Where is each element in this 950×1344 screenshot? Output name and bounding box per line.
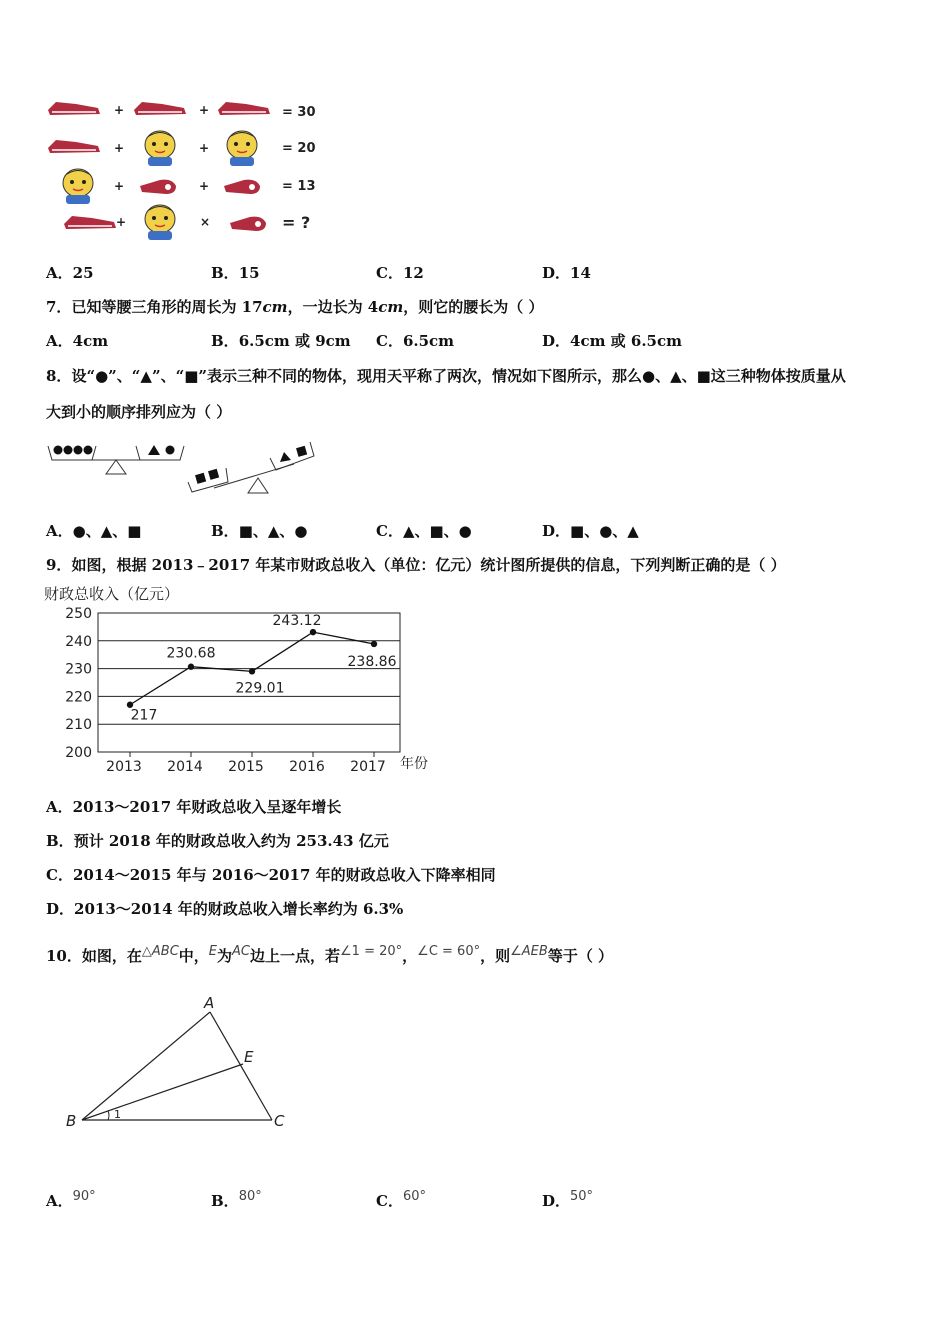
vertex-label-a: A	[204, 994, 215, 1012]
q10-stem: 10．如图，在△ABC中，E为AC边上一点，若∠1 = 20°，∠C = 60°，则∠AEB等于（ ）	[46, 944, 614, 965]
equation-puzzle	[44, 92, 344, 242]
vertex-label-e: E	[244, 1048, 254, 1066]
q10-option-a[interactable]: A．90°	[46, 1189, 96, 1210]
q9-option-a[interactable]: A．2013～2017 年财政总收入呈逐年增长	[46, 798, 342, 816]
svg-text:+: +	[199, 103, 210, 117]
svg-text:+: +	[199, 141, 210, 155]
q6-option-d[interactable]: D．14	[542, 264, 591, 282]
q7-option-c[interactable]: C．6.5cm	[376, 332, 455, 350]
q7-option-b[interactable]: B．6.5cm 或 9cm	[211, 332, 351, 350]
q10-option-d[interactable]: D．50°	[542, 1189, 594, 1210]
x-tick-label: 2017	[350, 759, 386, 775]
q6-option-b[interactable]: B．15	[211, 264, 260, 282]
x-tick-label: 2016	[289, 759, 325, 775]
whistle-icon	[224, 180, 260, 194]
boy-icon	[145, 205, 175, 240]
q8-option-d[interactable]: D．■、●、▲	[542, 522, 639, 540]
y-tick-label: 250	[65, 606, 92, 622]
chart-xlabel: 年份	[400, 756, 428, 772]
y-tick-label: 240	[65, 633, 92, 650]
vertex-label-b: B	[66, 1112, 77, 1130]
q6-option-a[interactable]: A．25	[46, 264, 94, 282]
q7-option-d[interactable]: D．4cm 或 6.5cm	[542, 332, 683, 350]
svg-text:+: +	[114, 103, 125, 117]
eq-value-1: = 30	[282, 105, 316, 120]
q10-triangle-figure	[60, 990, 310, 1140]
y-tick-label: 230	[65, 661, 92, 678]
svg-text:+: +	[114, 141, 125, 155]
q8-balance-figure	[44, 430, 344, 500]
balance-scale-right	[188, 442, 314, 493]
q7-stem: 7．已知等腰三角形的周长为 17cm，一边长为 4cm，则它的腰长为（ ）	[46, 298, 544, 316]
shoe-icon	[218, 102, 270, 115]
boy-icon	[63, 169, 93, 204]
balance-scale-left	[48, 445, 184, 474]
shoe-icon	[64, 216, 116, 229]
svg-text:+: +	[114, 179, 125, 193]
svg-text:+: +	[116, 215, 127, 229]
eq-value-4: = ?	[282, 213, 311, 232]
q8-stem-line1: 8．设“●”、“▲”、“■”表示三种不同的物体，现用天平称了两次，情况如下图所示，那么●、▲、■这三种物体按质量从	[46, 367, 846, 385]
q8-option-b[interactable]: B．■、▲、●	[211, 522, 308, 540]
shoe-icon	[48, 140, 100, 153]
q8-stem-line2: 大到小的顺序排列应为（ ）	[46, 403, 232, 421]
q6-option-c[interactable]: C．12	[376, 264, 424, 282]
whistle-icon	[230, 217, 266, 231]
q9-option-b[interactable]: B．预计 2018 年的财政总收入约为 253.43 亿元	[46, 832, 389, 850]
data-label: 217	[130, 707, 158, 724]
data-point	[188, 664, 194, 670]
chart-ylabel: 财政总收入（亿元）	[44, 585, 180, 603]
q6-figure	[44, 92, 344, 242]
q10-option-b[interactable]: B．80°	[211, 1189, 262, 1210]
svg-text:×: ×	[200, 215, 211, 229]
data-label: 230.68	[166, 645, 216, 662]
q7-option-a[interactable]: A．4cm	[46, 332, 109, 350]
shoe-icon	[134, 102, 186, 115]
q9-option-d[interactable]: D．2013～2014 年的财政总收入增长率约为 6.3%	[46, 900, 404, 918]
boy-icon	[227, 131, 257, 166]
data-label: 243.12	[272, 613, 322, 630]
q9-option-c[interactable]: C．2014～2015 年与 2016～2017 年的财政总收入下降率相同	[46, 866, 496, 884]
x-tick-label: 2014	[167, 759, 203, 775]
svg-text:+: +	[199, 179, 210, 193]
x-tick-label: 2015	[228, 759, 264, 775]
y-tick-label: 200	[65, 745, 92, 761]
boy-icon	[145, 131, 175, 166]
revenue-line-chart	[40, 580, 460, 780]
y-tick-label: 210	[65, 717, 92, 734]
eq-value-2: = 20	[282, 141, 316, 156]
x-tick-label: 2013	[106, 759, 142, 775]
whistle-icon	[140, 180, 176, 194]
q8-option-a[interactable]: A．●、▲、■	[46, 522, 142, 540]
shoe-icon	[48, 102, 100, 115]
data-point	[371, 641, 377, 647]
q9-chart	[40, 580, 460, 780]
q8-option-c[interactable]: C．▲、■、●	[376, 522, 472, 540]
vertex-label-c: C	[274, 1112, 285, 1130]
data-label: 229.01	[235, 680, 285, 697]
q10-option-c[interactable]: C．60°	[376, 1189, 426, 1210]
angle-label-1: 1	[114, 1108, 121, 1121]
q9-stem: 9．如图，根据 2013﹣2017 年某市财政总收入（单位：亿元）统计图所提供的信息，下列判断正确的是（ ）	[46, 556, 786, 574]
y-tick-label: 220	[65, 689, 92, 706]
data-point	[310, 629, 316, 635]
data-label: 238.86	[347, 653, 397, 670]
eq-value-3: = 13	[282, 179, 316, 194]
data-point	[249, 668, 255, 674]
